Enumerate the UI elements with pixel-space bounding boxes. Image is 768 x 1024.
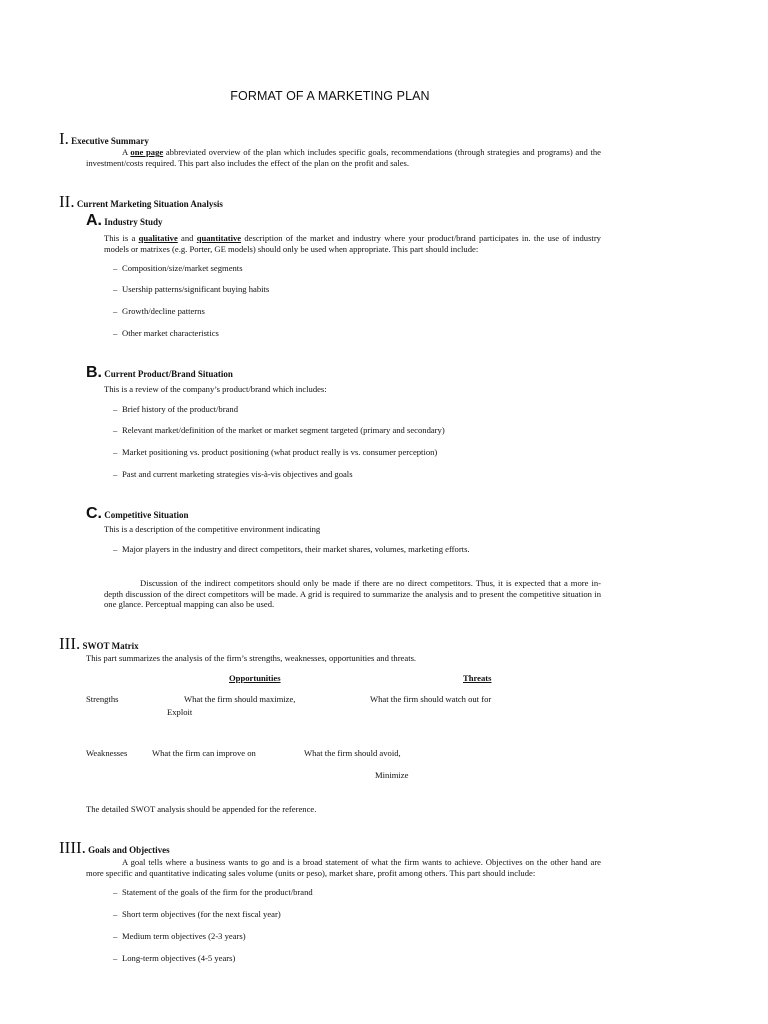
list-item: – Composition/size/market segments — [113, 263, 243, 273]
swot-note: The detailed SWOT analysis should be appended for the reference. — [86, 804, 317, 814]
list-item: – Brief history of the product/brand — [113, 404, 238, 414]
swot-cell-wt-continued: Minimize — [375, 770, 409, 780]
underlined-term: quantitative — [196, 233, 242, 243]
swot-col-threats: Threats — [463, 673, 492, 683]
swot-row-weaknesses: Weaknesses — [86, 748, 128, 758]
section-title: Current Marketing Situation Analysis — [76, 199, 223, 209]
swot-row-strengths: Strengths — [86, 694, 119, 704]
competitive-intro: This is a description of the competitive environment indicating — [104, 524, 321, 534]
section-title: Goals and Objectives — [88, 845, 170, 855]
section-number: II. — [59, 192, 75, 211]
competitor-discussion-paragraph: Discussion of the indirect competitors should only be made if there are no direct competitors. Thus, it is expected that a more in-depth discussion of the direct competitors will be made. A grid is required to summarize the analysis and to present the competitive situation in one glance. Perceptual mapping can also be used. — [104, 578, 601, 609]
section-heading-swot-matrix — [59, 634, 139, 654]
section-title: Executive Summary — [71, 136, 149, 146]
list-item: – Relevant market/definition of the market or market segment targeted (primary and secondary) — [113, 425, 445, 435]
executive-summary-paragraph: A one page abbreviated overview of the plan which includes specific goals, recommendations (through strategies and programs) and the investment/costs required. This part also includes the effect of the plan on the profit and sales. — [86, 147, 601, 168]
section-number: I. — [59, 129, 69, 148]
section-number: IIII. — [59, 838, 86, 857]
list-item: – Statement of the goals of the firm for the product/brand — [113, 887, 313, 897]
subsection-heading-industry-study — [86, 212, 163, 230]
swot-cell-wt: What the firm should avoid, — [304, 748, 401, 758]
subsection-letter: B. — [86, 364, 102, 381]
list-item: – Other market characteristics — [113, 328, 219, 338]
swot-cell-st: What the firm should watch out for — [370, 694, 492, 704]
swot-cell-wo: What the firm can improve on — [152, 748, 256, 758]
list-item: – Past and current marketing strategies vis-à-vis objectives and goals — [113, 469, 353, 479]
section-number: III. — [59, 634, 81, 653]
swot-cell-so: What the firm should maximize, — [184, 694, 296, 704]
subsection-heading-competitive-situation — [86, 505, 189, 523]
underlined-term: qualitative — [138, 233, 178, 243]
page-title: FORMAT OF A MARKETING PLAN — [230, 89, 430, 103]
section-title: SWOT Matrix — [82, 641, 139, 651]
list-item: – Short term objectives (for the next fiscal year) — [113, 909, 281, 919]
subsection-title: Competitive Situation — [104, 510, 189, 520]
section-heading-executive-summary — [59, 129, 149, 149]
subsection-title: Current Product/Brand Situation — [104, 369, 233, 379]
list-item: – Medium term objectives (2-3 years) — [113, 931, 246, 941]
section-heading-goals-objectives — [59, 838, 170, 858]
list-item: – Usership patterns/significant buying habits — [113, 284, 270, 294]
list-item: – Long-term objectives (4-5 years) — [113, 953, 236, 963]
swot-cell-so-continued: Exploit — [167, 707, 193, 717]
subsection-heading-current-product-brand — [86, 364, 233, 382]
list-item: – Growth/decline patterns — [113, 306, 205, 316]
list-item: – Major players in the industry and direct competitors, their market shares, volumes, marketing efforts. — [113, 544, 470, 554]
underlined-term: one page — [130, 147, 164, 157]
subsection-letter: C. — [86, 505, 102, 522]
industry-study-paragraph: This is a qualitative and quantitative description of the market and industry where your product/brand participates in. the use of industry models or matrixes (e.g. Porter, GE models) should only be used when appropriate. This part should include: — [104, 233, 601, 254]
swot-intro: This part summarizes the analysis of the firm’s strengths, weaknesses, opportunities and threats. — [86, 653, 417, 663]
section-heading-current-marketing-situation — [59, 192, 223, 212]
subsection-title: Industry Study — [104, 217, 163, 227]
product-brand-intro: This is a review of the company’s product/brand which includes: — [104, 384, 327, 394]
swot-col-opportunities: Opportunities — [229, 673, 281, 683]
goals-paragraph: A goal tells where a business wants to go and is a broad statement of what the firm wants to achieve. Objectives on the other hand are more specific and quantitative indicating sales volume (units or peso), market share, profit among others. This part should include: — [86, 857, 601, 878]
subsection-letter: A. — [86, 212, 102, 229]
list-item: – Market positioning vs. product positioning (what product really is vs. consumer perception) — [113, 447, 438, 457]
